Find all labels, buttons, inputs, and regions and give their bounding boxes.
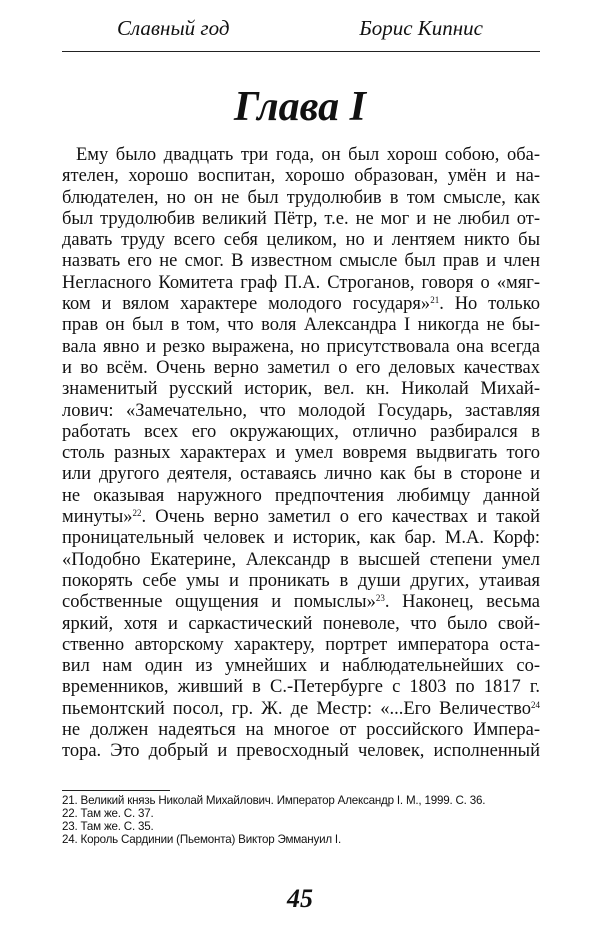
footnote-ref: 24 (531, 699, 540, 710)
text-line (62, 188, 540, 209)
footnote: 21. Великий князь Николай Михайлович. Император Александр I. М., 1999. С. 36. (62, 794, 486, 807)
footnote-ref: 22 (132, 508, 142, 519)
text-line (62, 614, 540, 635)
text-segment: . Очень верно заметил о его качествах и такой (141, 507, 540, 528)
text-segment: работать всех его окружающих, отлично разбирался в (62, 421, 540, 442)
text-segment: ком и вялом характере молодого государя» (62, 294, 431, 315)
text-segment: собственные ощущения и помыслы» (62, 592, 376, 613)
text-segment: покорять себе умы и проникать в души других, утаивая (62, 570, 540, 591)
text-line (62, 379, 540, 400)
text-line (62, 592, 540, 613)
text-segment: давать труду всего себя целиком, но и лентяем никто бы (62, 230, 540, 251)
text-line (62, 699, 540, 720)
body-text (62, 145, 540, 763)
text-line (62, 635, 540, 656)
text-line (62, 422, 540, 443)
text-line (62, 401, 540, 422)
text-line (62, 209, 540, 230)
footnote-ref: 23 (375, 593, 385, 604)
running-header (62, 16, 538, 44)
header-author: Борис Кипнис (359, 16, 483, 40)
text-segment: . Но только (439, 294, 540, 315)
text-line (62, 315, 540, 336)
footnotes (62, 794, 552, 846)
text-segment: ственно авторскому характеру, портрет императора оста- (62, 634, 540, 655)
text-segment: . Наконец, весьма (384, 592, 540, 613)
text-line (62, 464, 540, 485)
text-line (62, 656, 540, 677)
text-line (62, 443, 540, 464)
text-segment: яркий, хотя и саркастический поневоле, что было свой- (62, 613, 540, 634)
text-segment: блюдателен, но он не был трудолюбив в том смысле, как (62, 187, 540, 208)
text-line (62, 528, 540, 549)
text-segment: ятелен, хорошо воспитан, хорошо образован, умён и на- (62, 166, 540, 187)
header-divider (62, 51, 540, 52)
text-line (62, 273, 540, 294)
text-line (62, 294, 540, 315)
text-segment: тора. Это добрый и превосходный человек, исполненный (62, 741, 540, 762)
text-segment: Ему было двадцать три года, он был хорош собою, оба- (76, 145, 540, 165)
text-segment: знаменитый русский историк, вел. кн. Николай Михай- (62, 379, 540, 400)
text-segment: и во всём. Очень верно заметил о его деловых качествах (62, 357, 540, 378)
text-segment: не оказывая наружного предпочтения любимцу данной (62, 485, 540, 506)
text-line (62, 486, 540, 507)
text-line (62, 337, 540, 358)
footnote: 22. Там же. С. 37. (62, 807, 154, 820)
text-segment: «Подобно Екатерине, Александр в высшей степени умел (62, 549, 540, 570)
text-line (62, 550, 540, 571)
text-line (62, 358, 540, 379)
footnote-divider (62, 790, 170, 791)
text-segment: не должен надеяться на многое от российского Импера- (62, 720, 540, 741)
text-segment: временников, живший в С.-Петербурге с 1803 по 1817 г. (62, 677, 540, 698)
text-segment: лович: «Замечательно, что молодой Государь, заставляя (62, 400, 540, 421)
text-line (62, 251, 540, 272)
text-line (62, 230, 540, 251)
footnote-ref: 21 (430, 295, 440, 306)
text-segment: назвать его не смог. В известном смысле был прав и член (62, 251, 540, 272)
text-segment: вил нам один из умнейших и наблюдательнейших со- (62, 656, 540, 677)
text-line (62, 741, 540, 762)
text-line (62, 720, 540, 741)
text-segment: Негласного Комитета граф П.А. Строганов, говоря о «мяг- (62, 272, 540, 293)
text-segment: пьемонтский посол, гр. Ж. де Местр: «...Его Величество (62, 698, 531, 719)
text-segment: столь разных характерах и умел вовремя выдвигать того (62, 443, 540, 464)
text-line (62, 571, 540, 592)
footnote: 23. Там же. С. 35. (62, 820, 154, 833)
text-segment: или другого деятеля, оставаясь лично как бы в стороне и (62, 464, 540, 485)
text-line (62, 507, 540, 528)
header-book-title: Славный год (117, 16, 230, 40)
footnote: 24. Король Сардинии (Пьемонта) Виктор Эммануил I. (62, 833, 341, 846)
text-segment: проницательный человек и историк, как бар. М.А. Корф: (62, 528, 540, 549)
text-line (62, 166, 540, 187)
text-segment: вала явно и резко выражена, но присутствовала она всегда (62, 336, 540, 357)
text-line (62, 145, 540, 166)
text-segment: был трудолюбив великий Пётр, т.е. не мог и не любил от- (62, 208, 540, 229)
text-segment: минуты» (62, 507, 133, 528)
text-segment: прав он был в том, что воля Александра I никогда не бы- (62, 315, 540, 336)
chapter-title: Глава I (233, 84, 366, 130)
text-line (62, 677, 540, 698)
page-number: 45 (287, 884, 313, 913)
